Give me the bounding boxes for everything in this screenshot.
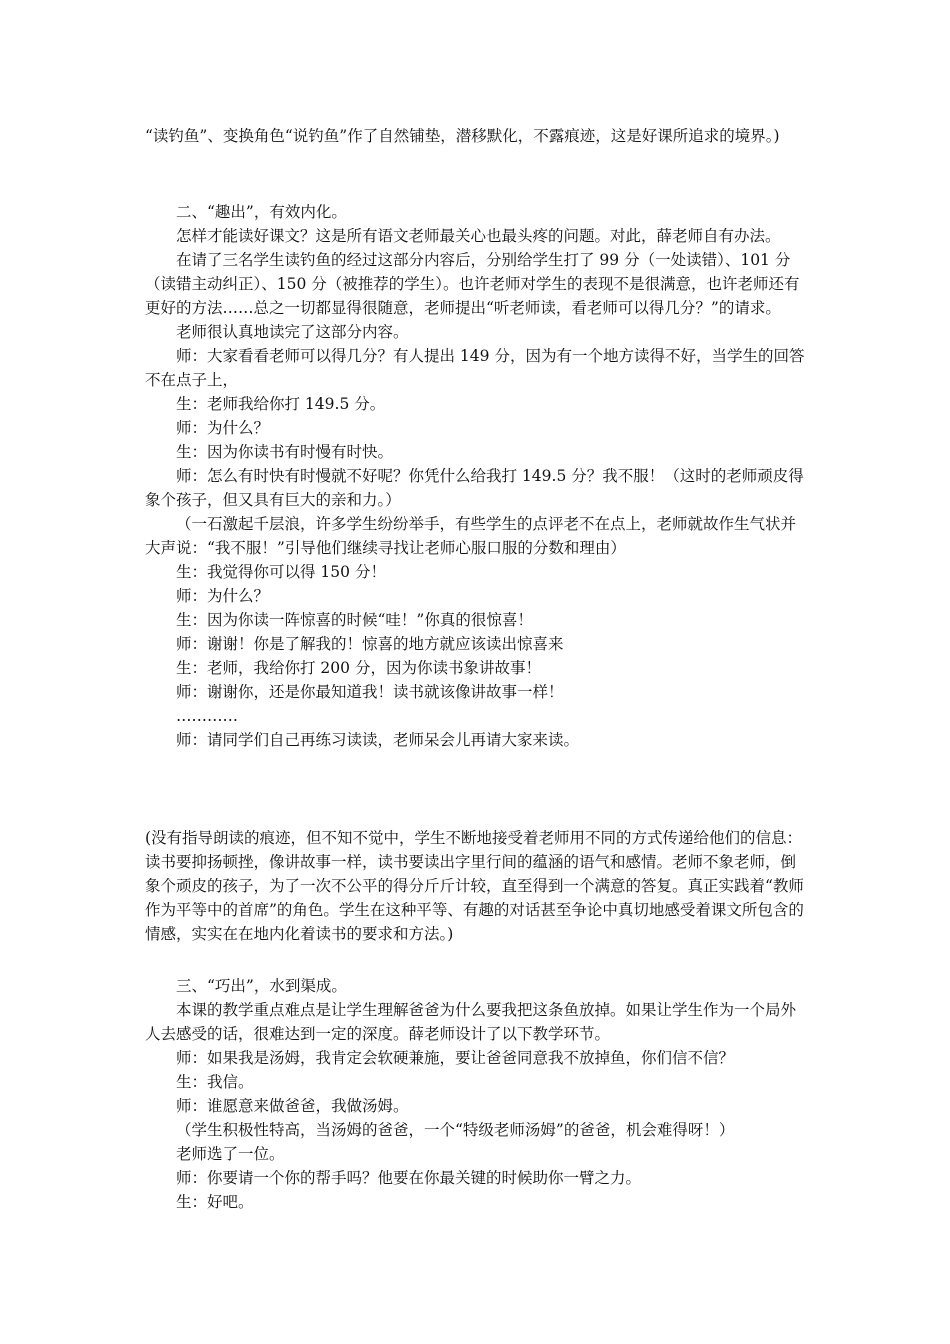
dialogue-line: 生：因为你读一阵惊喜的时候“哇！”你真的很惊喜！: [176, 611, 533, 629]
paragraph: 怎样才能读好课文？这是所有语文老师最关心也最头疼的问题。对此，薛老师自有办法。: [176, 227, 781, 245]
dialogue-line: 生：我觉得你可以得 150 分！: [176, 563, 386, 581]
dialogue-line: 师：大家看看老师可以得几分？有人提出 149 分，因为有一个地方读得不好，当学生的回答不在点子上，: [145, 347, 805, 389]
dialogue-line: 生：我信。: [176, 1073, 254, 1091]
section-three-heading: 三、“巧出”，水到渠成。: [176, 977, 347, 995]
dialogue-line: 生：好吧。: [176, 1193, 254, 1211]
dialogue-line: 师：为什么？: [176, 587, 270, 605]
section-two-heading: 二、“趣出”，有效内化。: [176, 203, 347, 221]
dialogue-line: 生：因为你读书有时慢有时快。: [176, 443, 394, 461]
paragraph: 本课的教学重点难点是让学生理解爸爸为什么要我把这条鱼放掉。如果让学生作为一个局外人去感受的话，很难达到一定的深度。薛老师设计了以下教学环节。: [145, 1001, 797, 1043]
commentary-section: [145, 826, 810, 946]
dialogue-line: 师：谢谢！你是了解我的！惊喜的地方就应该读出惊喜来: [176, 635, 564, 653]
commentary-paragraph: (没有指导朗读的痕迹，但不知不觉中，学生不断地接受着老师用不同的方式传递给他们的信息：读书要抑扬顿挫，像讲故事一样，读书要读出字里行间的蕴涵的语气和感情。老师不象老师，倒象个顽皮的孩子，为了一次不公平的得分斤斤计较，直至得到一个满意的答复。真正实践着“教师作为平等中的首席”的角色。学生在这种平等、有趣的对话甚至争论中真切地感受着课文所包含的情感，实实在在地内化着读书的要求和方法。): [145, 829, 804, 943]
dialogue-line: 生：老师，我给你打 200 分，因为你读书象讲故事！: [176, 659, 541, 677]
narration: （学生积极性特高，当汤姆的爸爸，一个“特级老师汤姆”的爸爸，机会难得呀！）: [176, 1121, 735, 1139]
paragraph: 老师选了一位。: [176, 1145, 285, 1163]
dialogue-line: 生：老师我给你打 149.5 分。: [176, 395, 386, 413]
section-three: [145, 974, 810, 1214]
narration: （一石激起千层浪，许多学生纷纷举手，有些学生的点评老不在点上，老师就故作生气状并大声说：“我不服！”引导他们继续寻找让老师心服口服的分数和理由）: [145, 515, 797, 557]
dialogue-line: 师：谁愿意来做爸爸，我做汤姆。: [176, 1097, 409, 1115]
dialogue-line: 师：请同学们自己再练习读读，老师呆会儿再请大家来读。: [176, 731, 580, 749]
intro-section: [145, 124, 810, 148]
section-two: [145, 200, 810, 752]
paragraph: 老师很认真地读完了这部分内容。: [176, 323, 409, 341]
dialogue-line: 师：为什么？: [176, 419, 270, 437]
dialogue-line: 师：如果我是汤姆，我肯定会软硬兼施，要让爸爸同意我不放掉鱼，你们信不信？: [176, 1049, 735, 1067]
dialogue-line: 师：怎么有时快有时慢就不好呢？你凭什么给我打 149.5 分？我不服！（这时的老师顽皮得象个孩子，但又具有巨大的亲和力。）: [145, 467, 804, 509]
dialogue-line: 师：你要请一个你的帮手吗？他要在你最关键的时候助你一臂之力。: [176, 1169, 642, 1187]
ellipsis-line: …………: [176, 707, 238, 725]
dialogue-line: 师：谢谢你，还是你最知道我！读书就该像讲故事一样！: [176, 683, 564, 701]
intro-paragraph: “读钓鱼”、变换角色“说钓鱼”作了自然铺垫，潜移默化，不露痕迹，这是好课所追求的境界。): [145, 127, 780, 145]
paragraph: 在请了三名学生读钓鱼的经过这部分内容后，分别给学生打了 99 分（一处读错）、101 分（读错主动纠正）、150 分（被推荐的学生）。也许老师对学生的表现不是很满意，也许老师还有更好的方法……总之一切都显得很随意，老师提出“听老师读，看老师可以得几分？”的请求。: [145, 251, 800, 317]
